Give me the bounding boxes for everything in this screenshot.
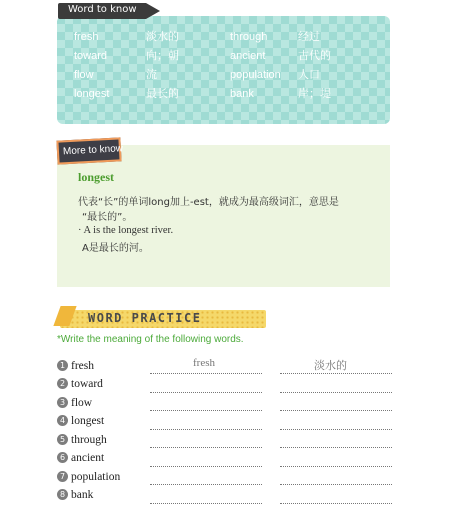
more-to-know-badge: [56, 137, 124, 164]
list-item: [57, 471, 120, 487]
vocab-word: toward: [74, 50, 108, 62]
word-to-know-table: [74, 28, 374, 104]
list-item: [57, 360, 94, 376]
vocab-meaning: 经过: [298, 31, 320, 43]
vocab-word: fresh: [74, 31, 99, 43]
answer-blank-word[interactable]: [150, 466, 262, 467]
answer-blank-meaning[interactable]: [280, 392, 392, 393]
pencil-tip-icon: [146, 3, 160, 19]
number-badge: 5: [57, 434, 68, 445]
vocab-word: longest: [74, 88, 110, 100]
answer-blank-word[interactable]: [150, 484, 262, 485]
answer-blank-meaning[interactable]: [280, 466, 392, 467]
vocab-meaning: 岸；堤: [298, 88, 331, 100]
example-sentence-en: · A is the longest river.: [78, 225, 174, 236]
explanation-line: 代表“长”的单词long加上-est，就成为最高级词汇，意思是: [78, 197, 339, 208]
practice-instruction: *Write the meaning of the following words.: [57, 334, 244, 345]
vocab-meaning: 古代的: [298, 50, 331, 62]
answer-blank-word[interactable]: [150, 503, 262, 504]
answer-blank-word[interactable]: [150, 429, 262, 430]
number-badge: 8: [57, 489, 68, 500]
answer-blank-word[interactable]: [150, 373, 262, 374]
number-badge: 4: [57, 415, 68, 426]
list-item: [57, 434, 107, 450]
vocab-word: flow: [74, 69, 94, 81]
number-badge: 2: [57, 378, 68, 389]
vocab-word: through: [230, 31, 268, 43]
answer-blank-meaning[interactable]: [280, 503, 392, 504]
word-practice-title: WORD PRACTICE: [88, 311, 202, 325]
pencil-label-tag: [58, 3, 160, 19]
explanation-line: “最长的”。: [82, 212, 133, 223]
practice-word: longest: [71, 415, 105, 427]
list-item: [57, 415, 104, 431]
more-to-know-label: More to know: [62, 143, 124, 158]
vocab-meaning: 流: [146, 69, 157, 81]
answer-blank-meaning[interactable]: [280, 447, 392, 448]
answer-blank-meaning[interactable]: [280, 410, 392, 411]
answer-blank-word[interactable]: [150, 447, 262, 448]
number-badge: 1: [57, 360, 68, 371]
answer-blank-meaning[interactable]: [280, 484, 392, 485]
vocab-word: bank: [230, 88, 254, 100]
word-to-know-label: Word to know: [68, 4, 137, 15]
vocab-word: ancient: [230, 50, 266, 62]
example-answer-meaning: 淡水的: [314, 360, 347, 372]
practice-word: bank: [71, 489, 94, 501]
number-badge: 3: [57, 397, 68, 408]
list-item: [57, 397, 92, 413]
more-to-know-title: longest: [78, 170, 114, 184]
vocab-meaning: 向；朝: [146, 50, 179, 62]
answer-blank-word[interactable]: [150, 410, 262, 411]
answer-blank-word[interactable]: [150, 392, 262, 393]
practice-word: toward: [71, 378, 103, 390]
example-answer-word: fresh: [193, 357, 215, 369]
answer-blank-meaning[interactable]: [280, 373, 392, 374]
list-item: [57, 378, 103, 394]
practice-word: flow: [71, 397, 93, 409]
number-badge: 7: [57, 471, 68, 482]
list-item: [57, 452, 104, 468]
vocab-meaning: 淡水的: [146, 31, 179, 43]
list-item: [57, 489, 93, 505]
practice-word: fresh: [71, 360, 94, 372]
vocab-meaning: 人口: [298, 69, 320, 81]
vocab-meaning: 最长的: [146, 88, 179, 100]
practice-word: population: [71, 471, 121, 483]
example-sentence-cn: A是最长的河。: [82, 243, 149, 254]
practice-word: ancient: [71, 452, 105, 464]
answer-blank-meaning[interactable]: [280, 429, 392, 430]
practice-word: through: [71, 434, 107, 446]
vocab-word: population: [230, 69, 281, 81]
number-badge: 6: [57, 452, 68, 463]
